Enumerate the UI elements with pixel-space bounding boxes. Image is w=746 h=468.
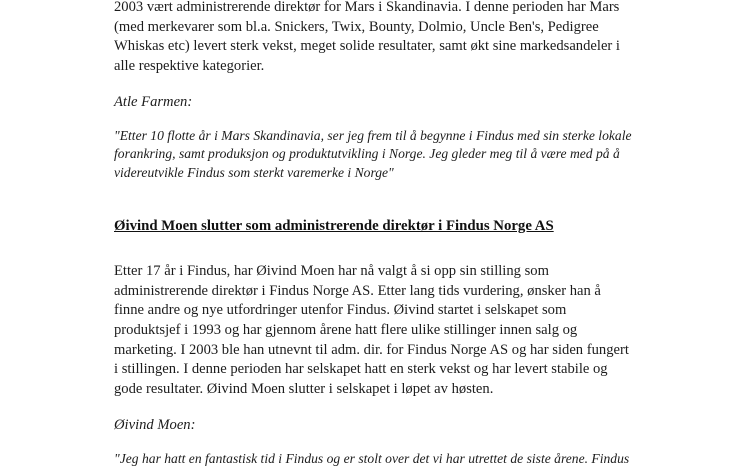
quote-atle-farmen: "Etter 10 flotte år i Mars Skandinavia, ser jeg frem til å begynne i Findus med sin sterke lokale forankring, samt produksjon og produktutvikling i Norge. Jeg gleder meg til å være med på å videreutvikle Findus som sterkt varemerke i Norge" — [114, 127, 632, 180]
speaker-name-atle-farmen: Atle Farmen: — [114, 94, 193, 111]
spacer — [114, 113, 634, 127]
section-heading-oivind-moen: Øivind Moen slutter som administrerende direktør i Findus Norge AS — [114, 218, 554, 235]
paragraph-intro: 2003 vært administrerende direktør for Mars i Skandinavia. I denne perioden har Mars (med merkevarer som bl.a. Snickers, Twix, Bounty, Dolmio, Uncle Ben's, Pedigree Whiskas etc) levert sterk vekst, meget solide resultater, samt økt sine markedsandeler i alle respektive kategorier. — [114, 0, 620, 74]
quote-oivind-moen: "Jeg har hatt en fantastisk tid i Findus og er stolt over det vi har utrettet de siste årene. Findus — [114, 450, 630, 466]
spacer — [114, 399, 634, 416]
paragraph-oivind-moen: Etter 17 år i Findus, har Øivind Moen har nå valgt å si opp sin stilling som administrerende direktør i Findus Norge AS. Etter lang tids vurdering, ønsker han å finne andre og nye utfordringer utenfor Findus. Øivind startet i selskapet som produktsjef i 1993 og har gjennom årene hatt flere ulike stillinger innen salg og marketing. I 2003 ble han utnevnt til adm. dir. for Findus Norge AS og har siden fungert i stillingen. I denne perioden har selskapet hatt en sterk vekst og har levert stabile og gode resultater. Øivind Moen slutter i selskapet i løpet av høsten. — [114, 263, 629, 397]
spacer — [114, 436, 634, 450]
speaker-name-oivind-moen: Øivind Moen: — [114, 417, 196, 434]
spacer — [114, 76, 634, 93]
heading-block — [114, 216, 634, 236]
